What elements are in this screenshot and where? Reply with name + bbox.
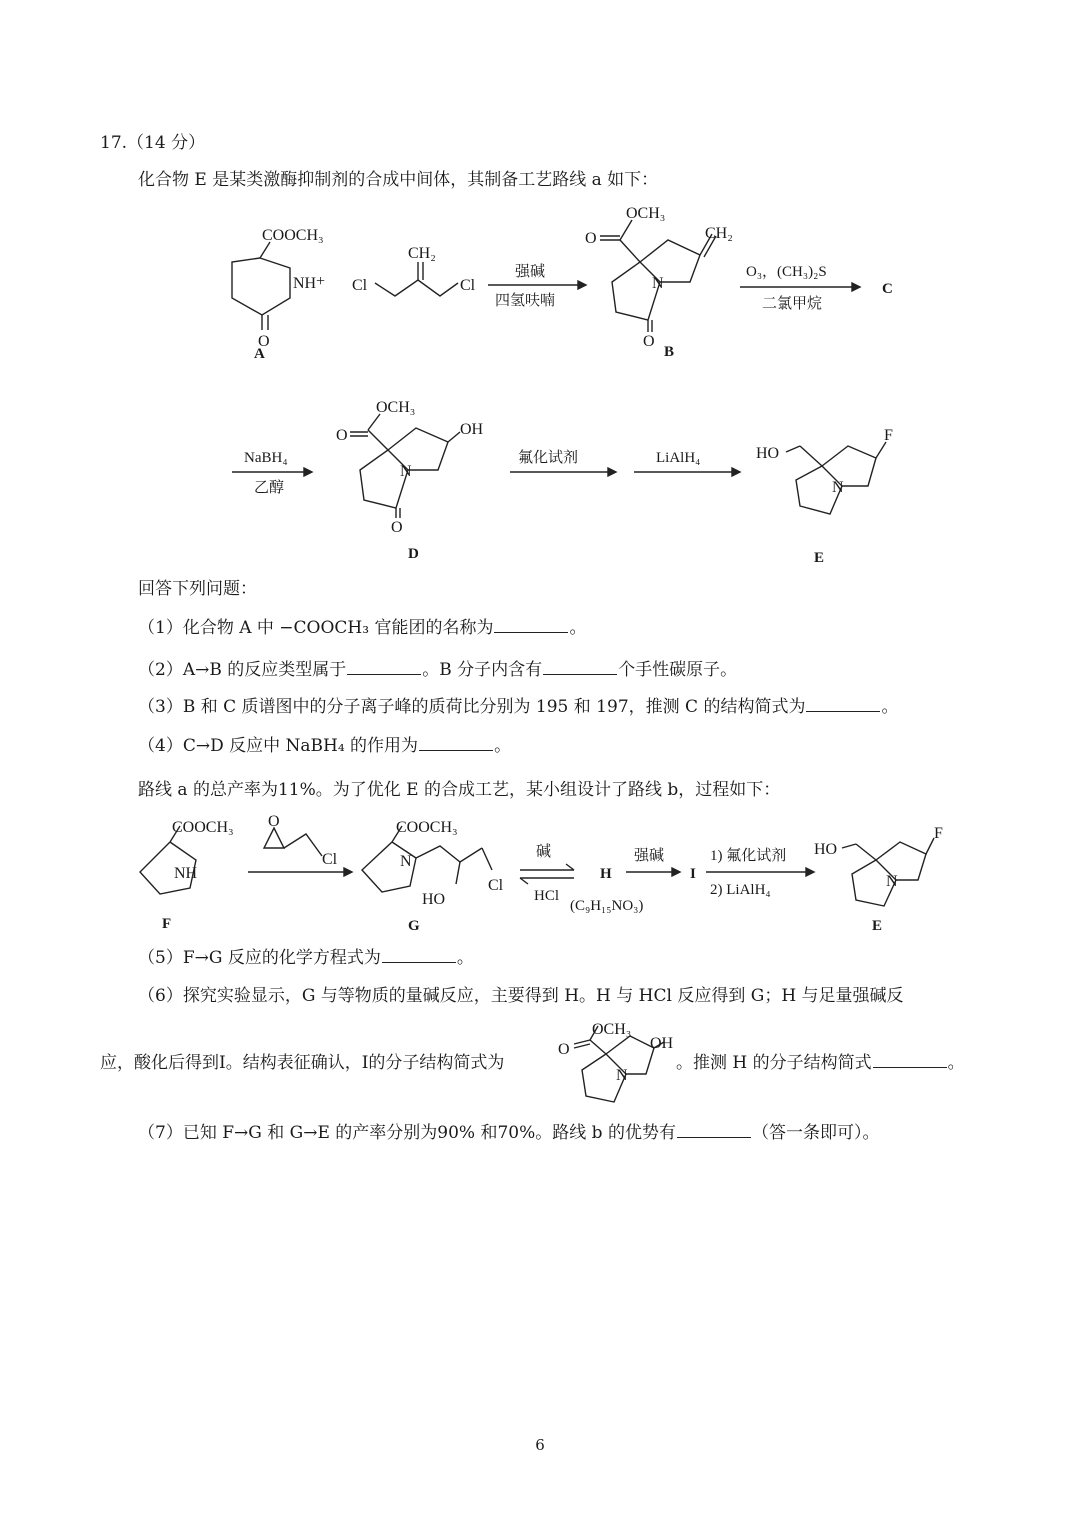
E-n-text: N — [832, 479, 844, 496]
label-A: A — [254, 346, 265, 362]
B-o-text: O — [585, 230, 597, 247]
compound-E-b — [814, 825, 943, 934]
dcp-cl1-text: Cl — [352, 277, 368, 294]
answer-blank-2b[interactable] — [543, 658, 617, 675]
page-number: 6 — [535, 1436, 545, 1454]
label-D: D — [408, 546, 419, 562]
arrow-I-to-E — [706, 847, 814, 898]
step3-bottom: 乙醇 — [254, 480, 285, 496]
E-ho-text: HO — [756, 445, 780, 462]
step-final-2: 2) LiAlH₄ — [710, 882, 771, 898]
answer-blank-4[interactable] — [419, 734, 493, 751]
compound-F — [140, 819, 234, 932]
answer-blank-2a[interactable] — [347, 658, 421, 675]
label-E-b: E — [872, 918, 883, 934]
D-o2-text: O — [391, 519, 403, 536]
B-n-text: N — [652, 275, 664, 292]
epi-o-text: O — [268, 813, 280, 830]
answer-blank-5[interactable] — [382, 946, 456, 963]
arrow-H-to-I — [626, 847, 680, 876]
eq-top: 碱 — [536, 844, 552, 860]
B-o2-text: O — [643, 333, 655, 350]
label-C: C — [882, 281, 893, 297]
question-6-line1: （6）探究实验显示，G 与等物质的量碱反应，主要得到 H。H 与 HCl 反应得到 G；H 与足量强碱反 — [138, 986, 904, 1006]
step4-top: 氟化试剂 — [518, 450, 579, 466]
question-2: （2）A→B 的反应类型属于 。B 分子内含有 个手性碳原子。 — [138, 660, 738, 680]
scheme-b — [0, 812, 1080, 942]
I-oh-text: OH — [650, 1035, 674, 1052]
label-H: H — [600, 866, 612, 882]
arrow-step5 — [634, 450, 740, 476]
D-o-text: O — [336, 427, 348, 444]
dcp-ch2-text: CH₂ — [408, 245, 436, 262]
label-I: I — [690, 866, 696, 882]
arrow-step4 — [510, 449, 616, 476]
plus-sign: + — [316, 273, 326, 290]
G-cl-text: Cl — [488, 877, 504, 894]
question-3: （3）B 和 C 质谱图中的分子离子峰的质荷比分别为 195 和 197，推测 C 的结构简式为 。 — [138, 697, 899, 717]
arrow-step3 — [232, 450, 312, 496]
A-ester-text: COOCH₃ — [262, 227, 324, 244]
arrow-F-to-G — [248, 868, 352, 876]
step-H-I-top: 强碱 — [634, 848, 665, 864]
G-ho-text: HO — [422, 891, 446, 908]
label-F: F — [162, 916, 172, 932]
question-5: （5）F→G 反应的化学方程式为 。 — [138, 948, 474, 968]
step3-top: NaBH₄ — [244, 450, 288, 466]
Eb-n-text: N — [886, 873, 898, 890]
B-och3-text: OCH₃ — [626, 205, 666, 222]
problem-header: 17.（14 分） — [100, 133, 206, 153]
compound-A — [232, 227, 324, 362]
compound-G — [362, 819, 504, 934]
label-B: B — [664, 344, 675, 360]
eq-bottom: HCl — [534, 888, 560, 904]
step1-top: 强碱 — [515, 264, 546, 280]
B-ch2-text: CH₂ — [705, 225, 733, 242]
question-6-line2b: 。推测 H 的分子结构简式 。 — [676, 1053, 965, 1073]
F-nh-text: NH — [174, 865, 198, 882]
D-n-text: N — [400, 463, 412, 480]
step2-bottom: 二氯甲烷 — [762, 296, 823, 312]
answer-blank-3[interactable] — [806, 695, 880, 712]
scheme-a-row2 — [0, 390, 1080, 590]
arrow-step1 — [488, 263, 586, 309]
I-n-text: N — [616, 1067, 628, 1084]
route-b-intro: 路线 a 的总产率为11%。为了优化 E 的合成工艺，某小组设计了路线 b，过程如下： — [138, 780, 781, 800]
equilibrium-arrows — [520, 843, 574, 904]
step5-top: LiAlH₄ — [656, 450, 701, 466]
Eb-ho-text: HO — [814, 841, 838, 858]
D-och3-text: OCH₃ — [376, 399, 416, 416]
A-nh-text: NH — [293, 275, 317, 292]
answer-blank-1[interactable] — [494, 616, 568, 633]
H-formula: (C₉H₁₅NO₃) — [570, 898, 644, 914]
G-n-text: N — [400, 853, 412, 870]
step1-bottom: 四氢呋喃 — [495, 293, 556, 309]
compound-E-a — [756, 427, 893, 566]
dichloropropene — [352, 245, 476, 296]
I-o-text: O — [558, 1041, 570, 1058]
prompt-text: 回答下列问题： — [138, 579, 257, 599]
label-G: G — [408, 918, 420, 934]
arrow-step2 — [740, 264, 860, 312]
D-oh-text: OH — [460, 421, 484, 438]
A-o-text: O — [258, 333, 270, 350]
answer-blank-7[interactable] — [677, 1121, 751, 1138]
epichlorohydrin — [264, 813, 338, 868]
label-E-a: E — [814, 550, 825, 566]
answer-blank-6[interactable] — [873, 1051, 947, 1068]
Eb-f-text: F — [934, 825, 943, 842]
I-och3-text: OCH₃ — [592, 1021, 632, 1038]
problem-intro: 化合物 E 是某类激酶抑制剂的合成中间体，其制备工艺路线 a 如下： — [138, 170, 659, 190]
compound-B — [585, 205, 733, 360]
step-final-1: 1) 氟化试剂 — [710, 848, 787, 864]
question-7: （7）已知 F→G 和 G→E 的产率分别为90% 和70%。路线 b 的优势有 （答一条即可）。 — [138, 1123, 880, 1143]
step2-top: O₃，(CH₃)₂S — [746, 264, 827, 280]
question-1: （1）化合物 A 中 −COOCH₃ 官能团的名称为 。 — [138, 618, 587, 638]
G-ester-text: COOCH₃ — [396, 819, 458, 836]
question-6-line2a: 应，酸化后得到I。结构表征确认，I的分子结构简式为 — [100, 1053, 505, 1073]
compound-D — [336, 399, 484, 562]
epi-cl-text: Cl — [322, 851, 338, 868]
E-f-text: F — [884, 427, 893, 444]
F-ester-text: COOCH₃ — [172, 819, 234, 836]
scheme-a-row1 — [0, 0, 1080, 380]
dcp-cl2-text: Cl — [460, 277, 476, 294]
question-4: （4）C→D 反应中 NaBH₄ 的作用为 。 — [138, 736, 512, 756]
